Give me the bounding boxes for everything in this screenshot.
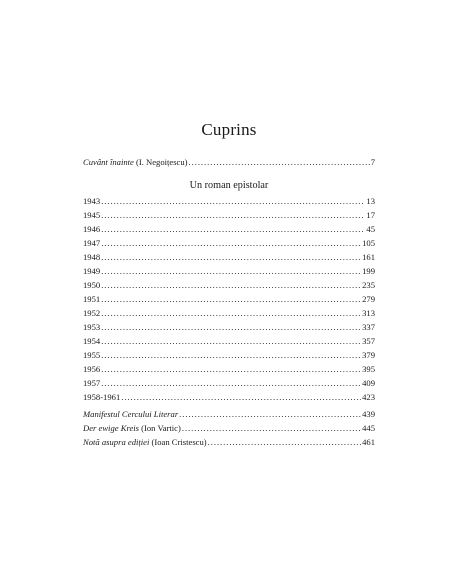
toc-entry-label: 1956 bbox=[83, 364, 101, 374]
dot-leader bbox=[101, 377, 361, 390]
dot-leader bbox=[101, 209, 365, 222]
toc-entry-label: 1954 bbox=[83, 336, 101, 346]
dot-leader bbox=[101, 265, 361, 278]
toc-entry-year bbox=[83, 293, 375, 306]
toc-entry-year bbox=[83, 391, 375, 404]
toc-page-number: 313 bbox=[362, 308, 375, 318]
toc-page-number: 337 bbox=[362, 322, 375, 332]
toc-entry-label: 1952 bbox=[83, 308, 101, 318]
toc-entry-appendix bbox=[83, 436, 375, 449]
dot-leader bbox=[101, 363, 361, 376]
toc-entry-label: 1949 bbox=[83, 266, 101, 276]
toc-entry-label: 1946 bbox=[83, 224, 101, 234]
toc-entry-appendix bbox=[83, 422, 375, 435]
toc-page-number: 439 bbox=[362, 409, 375, 419]
dot-leader bbox=[208, 436, 361, 449]
dot-leader bbox=[101, 237, 361, 250]
toc-page-number: 235 bbox=[362, 280, 375, 290]
toc-entry-year bbox=[83, 307, 375, 320]
toc-page-number: 279 bbox=[362, 294, 375, 304]
toc-entry-label: 1948 bbox=[83, 252, 101, 262]
toc-entry-intro bbox=[83, 156, 375, 169]
dot-leader bbox=[101, 279, 361, 292]
page-title: Cuprins bbox=[201, 120, 257, 139]
toc-page-number: 409 bbox=[362, 378, 375, 388]
dot-leader bbox=[121, 391, 361, 404]
toc-entry-year bbox=[83, 237, 375, 250]
toc-entry-label: Manifestul Cercului Literar bbox=[83, 409, 179, 419]
toc-entry-year bbox=[83, 251, 375, 264]
toc-entry-label: Der ewige Kreis (Ion Vartic) bbox=[83, 423, 181, 433]
dot-leader bbox=[189, 156, 370, 169]
toc-entry-label: 1950 bbox=[83, 280, 101, 290]
toc-entry-label: 1945 bbox=[83, 210, 101, 220]
dot-leader bbox=[182, 422, 361, 435]
toc-entry-label: 1958-1961 bbox=[83, 392, 121, 402]
toc-page-number: 161 bbox=[362, 252, 375, 262]
dot-leader bbox=[101, 335, 361, 348]
toc-page-number: 45 bbox=[366, 224, 375, 234]
toc-page-number: 13 bbox=[366, 196, 375, 206]
toc-entry-label: 1953 bbox=[83, 322, 101, 332]
toc-entry-year bbox=[83, 363, 375, 376]
toc-entry-year bbox=[83, 377, 375, 390]
toc-page-number: 105 bbox=[362, 238, 375, 248]
dot-leader bbox=[101, 195, 365, 208]
dot-leader bbox=[101, 307, 361, 320]
toc-entry-year bbox=[83, 223, 375, 236]
section-heading: Un roman epistolar bbox=[189, 180, 269, 191]
toc-entry-year bbox=[83, 335, 375, 348]
toc-entry-year bbox=[83, 321, 375, 334]
toc-page-number: 445 bbox=[362, 423, 375, 433]
toc-entry-label: 1943 bbox=[83, 196, 101, 206]
toc-entry-label: 1947 bbox=[83, 238, 101, 248]
toc-entry-label: Notă asupra ediției (Ioan Cristescu) bbox=[83, 437, 207, 447]
toc-page-number: 423 bbox=[362, 392, 375, 402]
dot-leader bbox=[179, 408, 361, 421]
toc-page-number: 7 bbox=[370, 157, 375, 167]
toc-entry-label: 1951 bbox=[83, 294, 101, 304]
toc-entry-year bbox=[83, 265, 375, 278]
toc-entry-label: Cuvânt înainte (I. Negoițescu) bbox=[83, 157, 188, 167]
dot-leader bbox=[101, 251, 361, 264]
toc-page-number: 199 bbox=[362, 266, 375, 276]
toc-entry-label: 1955 bbox=[83, 350, 101, 360]
toc-page-number: 379 bbox=[362, 350, 375, 360]
toc-entry-year bbox=[83, 349, 375, 362]
toc-page-number: 461 bbox=[362, 437, 375, 447]
toc-page-number: 357 bbox=[362, 336, 375, 346]
toc-entry-label: 1957 bbox=[83, 378, 101, 388]
dot-leader bbox=[101, 293, 361, 306]
toc-entry-year bbox=[83, 209, 375, 222]
toc-entry-year bbox=[83, 195, 375, 208]
dot-leader bbox=[101, 321, 361, 334]
toc-entry-year bbox=[83, 279, 375, 292]
toc-page-number: 395 bbox=[362, 364, 375, 374]
toc-entry-appendix bbox=[83, 408, 375, 421]
dot-leader bbox=[101, 223, 365, 236]
dot-leader bbox=[101, 349, 361, 362]
toc-page-number: 17 bbox=[366, 210, 375, 220]
